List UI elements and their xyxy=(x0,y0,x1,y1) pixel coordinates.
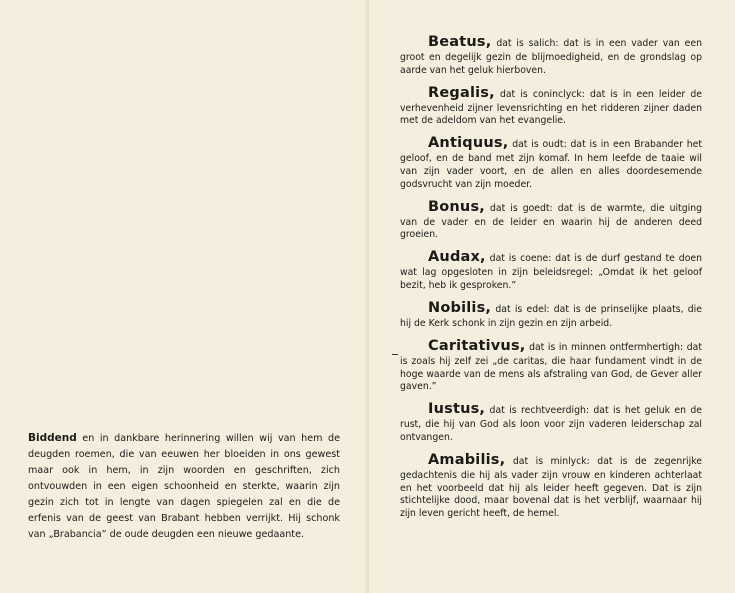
margin-mark xyxy=(392,354,398,355)
virtue-text: dat is goedt: dat is de warmte, die uitging van de vader en de leider en waarin hij de anderen deed groeien. xyxy=(400,202,702,241)
virtue-text: dat is coene: dat is de durf gestand te doen wat lag opgesloten in zijn beleidsregel: „Omdat ik het geloof bezit, heb ik gesproken.” xyxy=(400,253,702,291)
left-paragraph: en in dankbare herinnering willen wij van hem de deugden roemen, die van eeuwen her bloeiden in ons gewest maar ook in hem, in zijn woorden en geschriften, zich ontvouwden in een eigen schoonheid en sterkte, waarin zijn gezin zich tot in lengte van dagen spiegelen zal en die de erfenis van de geest van Brabant hebben verrijkt. Hij schonk van „Brabancia” de oude deugden een nieuwe gedaante. xyxy=(28,433,340,540)
left-panel-text xyxy=(28,430,340,543)
virtue-entry-bonus xyxy=(400,197,702,242)
virtue-text: dat is rechtveerdigh: dat is het geluk en de rust, die hij van God als loon voor zijn vaderen leiderschap zal ontvangen. xyxy=(400,405,702,443)
virtue-entry-antiquus xyxy=(400,133,702,191)
virtue-entry-iustus xyxy=(400,399,702,444)
virtue-entry-amabilis xyxy=(400,450,702,520)
virtue-text: dat is minlyck: dat is de zegenrijke gedachtenis die hij als vader zijn vrouw en kinderen achterlaat en het voorbeeld dat hij als leider heeft gegeven. Dat is zijn stichtelijke dood, maar bovenal dat is het verblijf, waarnaar hij zijn leven gericht heeft, de hemel. xyxy=(400,456,702,519)
virtue-text: dat is salich: dat is in een vader van een groot en degelijk gezin de blijmoedigheid, en de grondslag op aarde van het geluk hierboven. xyxy=(400,38,702,76)
virtue-entry-beatus xyxy=(400,32,702,77)
virtue-heading: Antiquus, xyxy=(428,135,509,152)
virtue-text: dat is oudt: dat is in een Brabander het geloof, en de band met zijn komaf. In hem leefde de taaie wil van zijn vader voort, en de allen en alles doordesemende godsvrucht van zijn moeder. xyxy=(400,139,702,190)
virtue-text: dat is edel: dat is de prinselijke plaats, die hij de Kerk schonk in zijn gezin en zijn arbeid. xyxy=(400,304,702,330)
virtue-heading: Amabilis, xyxy=(428,452,506,469)
virtue-text: dat is in minnen ontfermhertigh: dat is zoals hij zelf zei „de caritas, die haar fundament vindt in de hoge waarde van de mens als afstraling van God, de Gever aller gaven.” xyxy=(400,342,702,393)
virtue-heading: Caritativus, xyxy=(428,338,526,355)
virtue-entry-audax xyxy=(400,247,702,292)
card-fold xyxy=(366,0,369,593)
virtue-heading: Bonus, xyxy=(428,198,485,215)
virtue-heading: Beatus, xyxy=(428,34,492,50)
virtue-entry-nobilis xyxy=(400,298,702,331)
virtue-entry-caritativus xyxy=(400,336,702,394)
virtue-heading: Audax, xyxy=(428,249,486,266)
virtue-heading: Regalis, xyxy=(428,84,495,101)
left-lead-word: Biddend xyxy=(28,432,77,444)
virtue-entry-regalis xyxy=(400,83,702,128)
virtue-text: dat is coninclyck: dat is in een leider de verhevenheid zijner levensrichting en het ridderen zijner daden met de adeldom van het evangelie. xyxy=(400,88,702,127)
virtue-heading: Iustus, xyxy=(428,401,486,418)
virtue-heading: Nobilis, xyxy=(428,300,492,317)
virtues-list xyxy=(400,32,702,526)
